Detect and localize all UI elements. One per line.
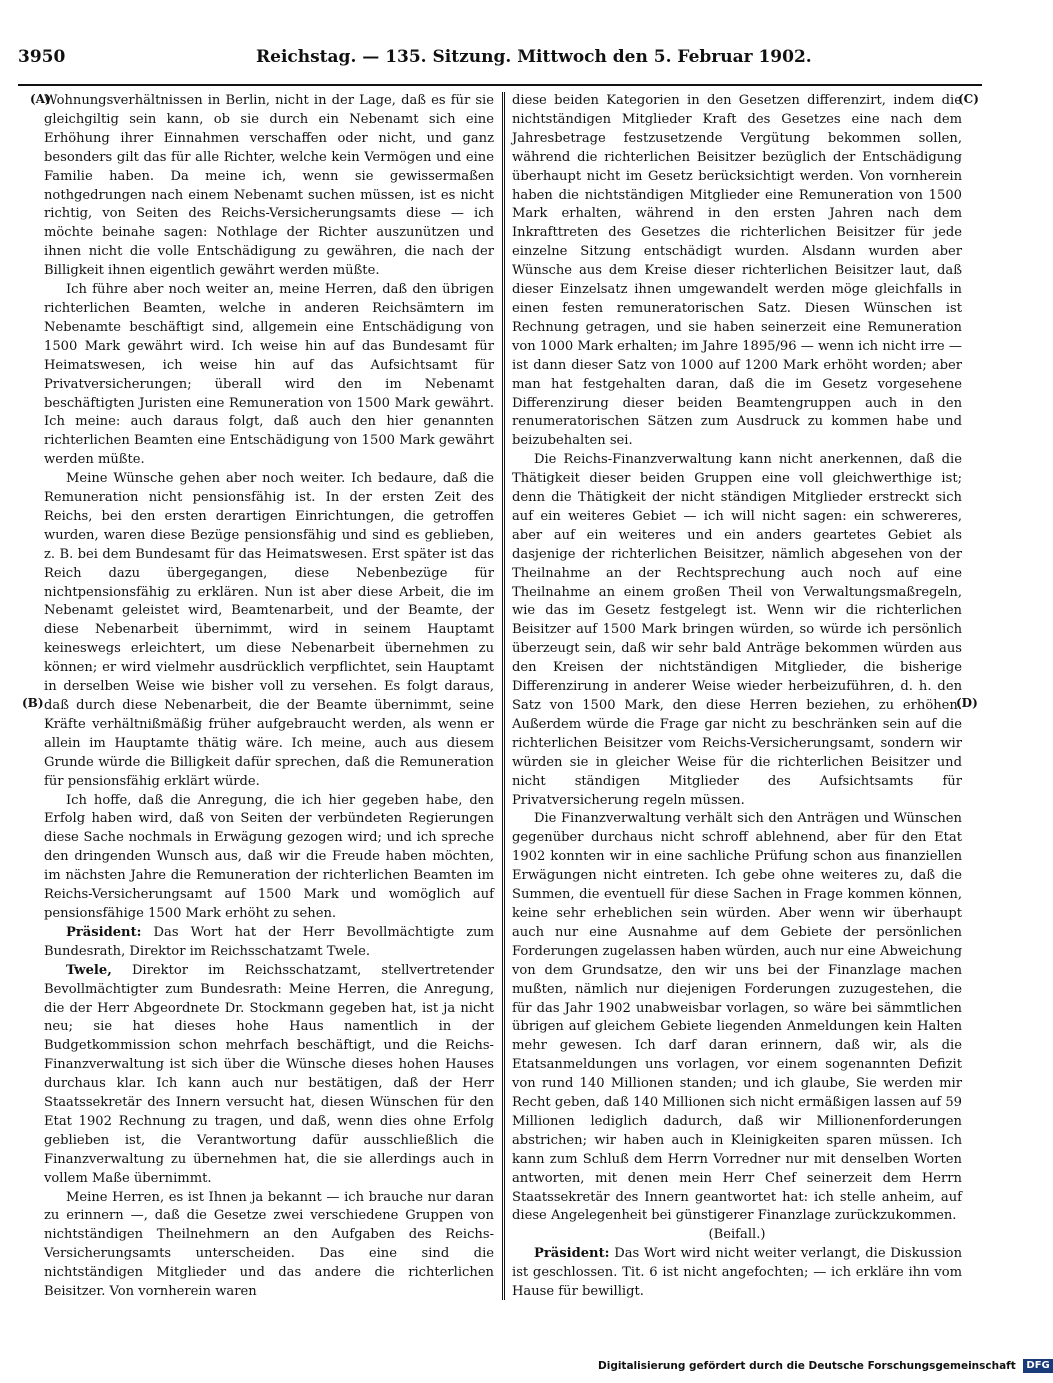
speech-text: Das Wort wird nicht weiter verlangt, die Diskussion ist geschlossen. Tit. 6 ist nicht angefochten; — ich erkläre ihn vom Hause für bewilligt. <box>512 1246 963 1300</box>
left-column <box>44 92 494 1302</box>
left-paragraph-2: Ich führe aber noch weiter an, meine Herren, daß den übrigen richterlichen Beamten, welche in anderen Reichsämtern im Nebenamte beschäftigt sind, allgemein eine Entschädigung von 1500 Mark gewährt wird. Ich weise hin auf das Bundesamt für Heimatswesen, ich weise hin auf das Aufsichtsamt für Privatversicherungen; überall wird den im Nebenamt beschäftigten Juristen eine Remuneration von 1500 Mark gewährt. Ich meine: auch daraus folgt, daß auch den hier genannten richterlichen Beamten eine Entschädigung von 1500 Mark gewährt werden müßte. <box>44 282 494 468</box>
dfg-logo: DFG <box>1023 1359 1052 1373</box>
column-divider <box>502 92 505 1300</box>
right-paragraph-4 <box>512 1245 962 1302</box>
margin-mark-a: (A) <box>30 92 51 106</box>
right-paragraph-3: Die Finanzverwaltung verhält sich den Anträgen und Wünschen gegenüber durchaus nicht schroff ablehnend, aber für den Etat 1902 konnten wir in eine sachliche Prüfung schon aus finanziellen Erwägungen nicht eintreten. Ich gebe ohne weiteres zu, daß die Summen, die eventuell für diese Sachen in Frage kommen können, keine sehr erheblichen sein würden. Aber wenn wir überhaupt auch nur eine Ausnahme auf dem Gebiete der persönlichen Forderungen zugelassen haben würden, auch nur eine Abweichung von dem Grundsatze, den wir uns bei der Finanzlage machen mußten, nämlich nur diejenigen Forderungen zuzugestehen, die für das Jahr 1902 unabweisbar vorlagen, so wäre bei sämmtlichen übrigen auf gleichem Gebiete liegenden Anmeldungen kein Halten mehr gewesen. Ich darf daran erinnern, daß wir, als die Etatsanmeldungen uns vorlagen, vor einem sogenannten Defizit von rund 140 Millionen standen; und ich glaube, Sie werden mir Recht geben, daß 140 Millionen sich nicht ermäßigen lassen auf 59 Millionen lediglich dadurch, daß wir Millionenforderungen abstrichen; wir haben auch in Kleinigkeiten sparen müssen. Ich kann zum Schluß dem Herrn Vorredner nur mit denselben Worten antworten, mit denen mein Herr Chef seinerzeit dem Herrn Staatssekretär des Innern geantwortet hat: ich stelle anheim, auf diese Angelegenheit bei günstigerer Finanzlage zurückzukommen. <box>512 811 962 1224</box>
right-paragraph-2: Die Reichs-Finanzverwaltung kann nicht anerkennen, daß die Thätigkeit dieser beiden Gruppen eine voll gleichwerthige ist; denn die Thätigkeit der nicht ständigen Mitglieder erstreckt sich auf ein weiteres Gebiet — ich will nicht sagen: ein schwereres, aber auf ein weiteres und ein anders geartetes Gebiet als dasjenige der richterlichen Beisitzer, nämlich abgesehen von der Theilnahme an der Rechtsprechung auch noch auf eine Theilnahme an einem großen Theil von Verwaltungsmaßregeln, wie das im Gesetz festgelegt ist. Wenn wir die richterlichen Beisitzer auf 1500 Mark bringen würden, so würde ich persönlich überzeugt sein, daß wir sehr bald Anträge bekommen würden aus den Kreisen der nichtständigen Mitglieder, die bisherige Differenzirung in anderer Weise wieder herbeizuführen, d. h. den Satz von 1500 Mark, den diese Herren beziehen, zu erhöhen. Außerdem würde die Frage gar nicht zu beschränken sein auf die richterlichen Beisitzer vom Reichs-Versicherungsamt, sondern wir würden sie in gleicher Weise für die richterlichen Beisitzer und nicht ständigen Mitglieder des Aufsichtsamts für Privatversicherung regeln müssen. <box>512 452 962 808</box>
left-paragraph-7: Meine Herren, es ist Ihnen ja bekannt — ich brauche nur daran zu erinnern —, daß die Gesetze zwei verschiedene Gruppen von nichtständigen Theilnehmern an den Aufgaben des Reichs-Versicherungsamts unterscheiden. Das eine sind die nichtständigen Mitglieder und das andere die richterlichen Beisitzer. Von vornherein waren <box>44 1189 494 1300</box>
funding-text: Digitalisierung gefördert durch die Deutsche Forschungsgemeinschaft <box>598 1360 1016 1372</box>
running-title: Reichstag. — 135. Sitzung. Mittwoch den 5. Februar 1902. <box>256 47 812 67</box>
left-paragraph-1: Wohnungsverhältnissen in Berlin, nicht in der Lage, daß es für sie gleichgiltig sein kann, ob sie durch ein Nebenamt sich eine Erhöhung ihrer Einnahmen verschaffen oder nicht, und ganz besonders gilt das für alle Richter, welche kein Vermögen und eine Familie haben. Da meine ich, wenn sie gewissermaßen nothgedrungen nach einem Nebenamt suchen müssen, ist es nicht richtig, von Seiten des Reichs-Versicherungsamts diese — ich möchte beinahe sagen: Nothlage der Richter auszunützen und ihnen nicht die volle Entschädigung zu gewähren, die nach der Billigkeit ihnen eigentlich gewährt werden müßte. <box>44 93 494 279</box>
page-header <box>18 44 812 70</box>
applause-note: (Beifall.) <box>708 1227 766 1243</box>
left-paragraph-3: Meine Wünsche gehen aber noch weiter. Ich bedaure, daß die Remuneration nicht pensionsfähig ist. In der ersten Zeit des Reichs, bei den ersten derartigen Einrichtungen, die getroffen wurden, waren diese Bezüge pensionsfähig und sind es geblieben, z. B. bei dem Bundesamt für das Heimatswesen. Erst später ist das Reich dazu übergegangen, diese Nebenbezüge für nichtpensionsfähig zu erklären. Nun ist aber diese Arbeit, die im Nebenamt geleistet wird, Beamtenarbeit, und der Beamte, der diese Nebenarbeit übernimmt, wird in seinem Hauptamt keineswegs erleichtert, um diese Nebenarbeit übernehmen zu können; er wird vielmehr ausdrücklich verpflichtet, sein Hauptamt in derselben Weise wie bisher voll zu versehen. Es folgt daraus, daß durch diese Nebenarbeit, die der Beamte übernimmt, seine Kräfte verhältnißmäßig früher aufgebraucht werden, als wenn er allein im Hauptamte thätig wäre. Ich meine, auch aus diesem Grunde würde die Billigkeit dafür sprechen, daß die Remuneration für pensionsfähig erklärt würde. <box>44 471 494 789</box>
left-paragraph-6 <box>44 962 494 1189</box>
right-column <box>512 92 962 1302</box>
speaker-name: Präsident: <box>534 1246 610 1262</box>
left-paragraph-5 <box>44 924 494 962</box>
speaker-name: Präsident: <box>66 924 142 940</box>
speech-text: Direktor im Reichsschatzamt, stellvertretender Bevollmächtigter zum Bundesrath: Meine Herren, die Anregung, die der Herr Abgeordnete Dr. Stockmann gegeben hat, ist ja nicht neu; sie hat dieses hohe Haus namentlich in der Budgetkommission schon mehrfach beschäftigt, und die Reichs-Finanzverwaltung ist sich über die Wünsche dieses hohen Hauses durchaus klar. Ich kann auch nur bestätigen, daß der Herr Staatssekretär des Innern versucht hat, diesen Wünschen für den Etat 1902 Rechnung zu tragen, und daß, wenn dies ohne Erfolg geblieben ist, die Verantwortung dafür ausschließlich die Finanzverwaltung zu übernehmen hat, die sie allerdings auch in vollem Maße übernimmt. <box>44 962 494 1186</box>
margin-mark-b: (B) <box>22 696 44 710</box>
margin-mark-c: (C) <box>958 92 979 106</box>
page-number: 3950 <box>18 47 66 67</box>
header-rule <box>18 84 982 86</box>
left-paragraph-4: Ich hoffe, daß die Anregung, die ich hier gegeben habe, den Erfolg haben wird, daß von Seiten der verbündeten Regierungen diese Sache nochmals in Erwägung gezogen wird; und ich spreche den dringenden Wunsch aus, daß wir die Freude haben möchten, im nächsten Jahre die Remuneration der richterlichen Beamten im Reichs-Versicherungsamt auf 1500 Mark und womöglich auf pensionsfähige 1500 Mark erhöht zu sehen. <box>44 792 494 921</box>
margin-mark-d: (D) <box>956 696 978 710</box>
right-paragraph-1: diese beiden Kategorien in den Gesetzen differenzirt, indem die nichtständigen Mitglieder Kraft des Gesetzes eine nach dem Jahresbetrage festzusetzende Vergütung bekommen sollen, während die richterlichen Beisitzer bezüglich der Entschädigung überhaupt nicht im Gesetz berücksichtigt werden. Von vornherein haben die nichtständigen Mitglieder eine Remuneration von 1500 Mark erhalten, während in den ersten Jahren nach dem Inkrafttreten des Gesetzes die richterlichen Beisitzer für jede einzelne Sitzung entschädigt wurden. Alsdann wurden aber Wünsche aus dem Kreise dieser richterlichen Beisitzer laut, daß dieser Einzelsatz ihnen umgewandelt werden möge gleichfalls in einen festen remuneratorischen Satz. Diesen Wünschen ist Rechnung getragen, und sie haben seinerzeit eine Remuneration von 1000 Mark erhalten; im Jahre 1895/96 — wenn ich nicht irre — ist dann dieser Satz von 1000 auf 1200 Mark erhöht worden; aber man hat festgehalten daran, daß die im Gesetz vorgesehene Differenzirung dieser beiden Beamtengruppen auch in den renumeratorischen Sätzen zum Ausdruck zu kommen habe und beizubehalten sei. <box>512 93 962 449</box>
funding-footer <box>598 1356 1050 1376</box>
speech-text: Das Wort hat der Herr Bevollmächtigte zum Bundesrath, Direktor im Reichsschatzamt Twele. <box>44 924 494 959</box>
speaker-name: Twele, <box>66 962 112 978</box>
